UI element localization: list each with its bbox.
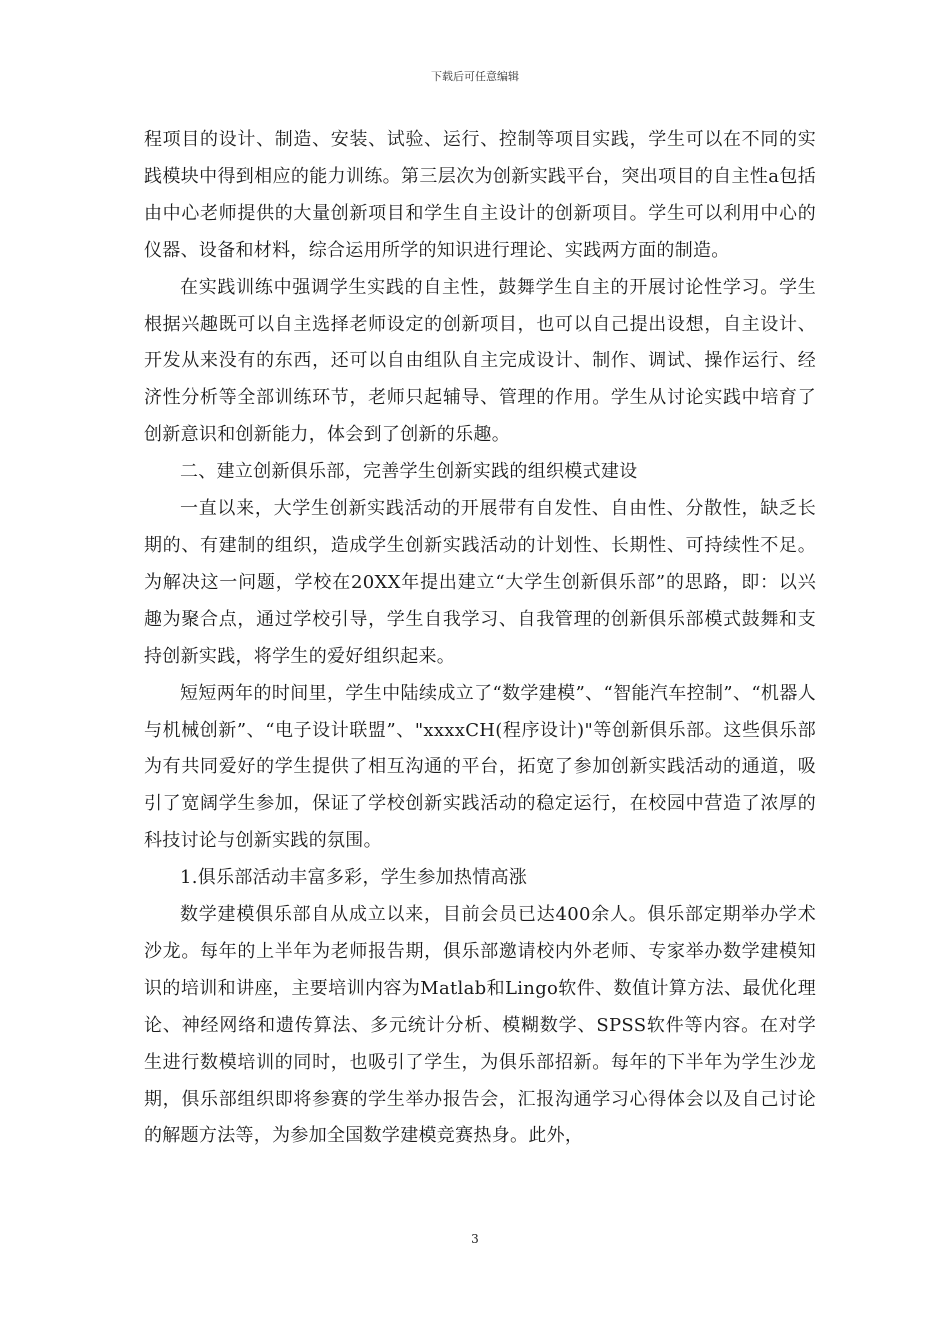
- paragraph-math-modeling-club: 数学建模俱乐部自从成立以来，目前会员已达400余人。俱乐部定期举办学术沙龙。每年的上半年为老师报告期，俱乐部邀请校内外老师、专家举办数学建模知识的培训和讲座，主要培训内容为Matlab和Lingo软件、数值计算方法、最优化理论、神经网络和遗传算法、多元统计分析、模糊数学、SPSS软件等内容。在对学生进行数模培训的同时，也吸引了学生，为俱乐部招新。每年的下半年为学生沙龙期，俱乐部组织即将参赛的学生举办报告会，汇报沟通学习心得体会以及自己讨论的解题方法等，为参加全国数学建模竞赛热身。此外，: [144, 904, 816, 1147]
- paragraph-practice-training: 在实践训练中强调学生实践的自主性，鼓舞学生自主的开展讨论性学习。学生根据兴趣既可以自主选择老师设定的创新项目，也可以自己提出设想，自主设计、开发从来没有的东西，还可以自由组队自主完成设计、制作、调试、操作运行、经济性分析等全部训练环节，老师只起辅导、管理的作用。学生从讨论实践中培育了创新意识和创新能力，体会到了创新的乐趣。: [144, 276, 816, 446]
- page-number: 3: [471, 1232, 479, 1246]
- section-heading-club: 二、建立创新俱乐部，完善学生创新实践的组织模式建设: [180, 461, 638, 483]
- paragraph-club-background: 一直以来，大学生创新实践活动的开展带有自发性、自由性、分散性，缺乏长期的、有建制的组织，造成学生创新实践活动的计划性、长期性、可持续性不足。为解决这一问题，学校在20XX年提出建立“大学生创新俱乐部”的思路，即：以兴趣为聚合点，通过学校引导，学生自我学习、自我管理的创新俱乐部模式鼓舞和支持创新实践，将学生的爱好组织起来。: [144, 498, 816, 667]
- paragraph-continuation: 程项目的设计、制造、安装、试验、运行、控制等项目实践，学生可以在不同的实践模块中得到相应的能力训练。第三层次为创新实践平台，突出项目的自主性a包括由中心老师提供的大量创新项目和学生自主设计的创新项目。学生可以利用中心的仪器、设备和材料，综合运用所学的知识进行理论、实践两方面的制造。: [144, 129, 816, 261]
- subsection-heading-activities: 1.俱乐部活动丰富多彩，学生参加热情高涨: [180, 867, 528, 889]
- paragraph-club-list: 短短两年的时间里，学生中陆续成立了“数学建模”、“智能汽车控制”、“机器人与机械创新”、“电子设计联盟”、"xxxxCH(程序设计)"等创新俱乐部。这些俱乐部为有共同爱好的学生提供了相互沟通的平台，拓宽了参加创新实践活动的通道，吸引了宽阔学生参加，保证了学校创新实践活动的稳定运行，在校园中营造了浓厚的科技讨论与创新实践的氛围。: [144, 682, 816, 852]
- page-header: 下载后可任意编辑: [431, 70, 519, 83]
- document-body: [144, 122, 816, 1155]
